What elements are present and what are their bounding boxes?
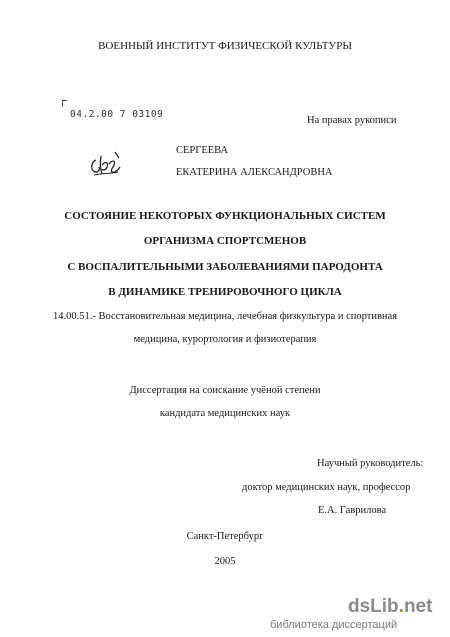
author-given-names: ЕКАТЕРИНА АЛЕКСАНДРОВНА	[176, 167, 333, 178]
year: 2005	[214, 556, 236, 567]
supervisor-title: доктор медицинских наук, профессор	[242, 482, 411, 493]
degree-line-1: Диссертация на соискание учёной степени	[129, 385, 321, 396]
watermark-logo-main: dsLib	[348, 596, 399, 617]
specialty-line-1: 14.00.51.- Восстановительная медицина, лечебная физкультура и спортивная	[52, 311, 398, 322]
watermark-logo-dot: .	[398, 596, 404, 617]
title-line-2: ОРГАНИЗМА СПОРТСМЕНОВ	[143, 235, 307, 247]
degree-line-2: кандидата медицинских наук	[159, 408, 291, 419]
title-line-3: С ВОСПАЛИТЕЛЬНЫМИ ЗАБОЛЕВАНИЯМИ ПАРОДОНТА	[67, 261, 383, 273]
signature-image	[88, 148, 126, 180]
title-line-1: СОСТОЯНИЕ НЕКОТОРЫХ ФУНКЦИОНАЛЬНЫХ СИСТЕМ	[64, 210, 386, 222]
institute-header: ВОЕННЫЙ ИНСТИТУТ ФИЗИЧЕСКОЙ КУЛЬТУРЫ	[98, 40, 352, 52]
stamp-mark	[62, 100, 67, 107]
city: Санкт-Петербург	[186, 531, 264, 542]
watermark-subtitle: библиотека диссертаций	[270, 619, 398, 631]
title-line-4: В ДИНАМИКЕ ТРЕНИРОВОЧНОГО ЦИКЛА	[108, 286, 342, 298]
registration-stamp: 04.2.00 7 03109	[70, 109, 164, 120]
watermark-logo	[348, 596, 432, 618]
author-surname: СЕРГЕЕВА	[176, 145, 229, 156]
specialty-line-2: медицина, курортология и физиотерапия	[133, 334, 317, 345]
watermark-logo-tld: net	[403, 596, 433, 617]
supervisor-name: Е.А. Гаврилова	[318, 505, 387, 516]
manuscript-note: На правах рукописи	[307, 115, 397, 126]
supervisor-label: Научный руководитель:	[317, 458, 424, 469]
